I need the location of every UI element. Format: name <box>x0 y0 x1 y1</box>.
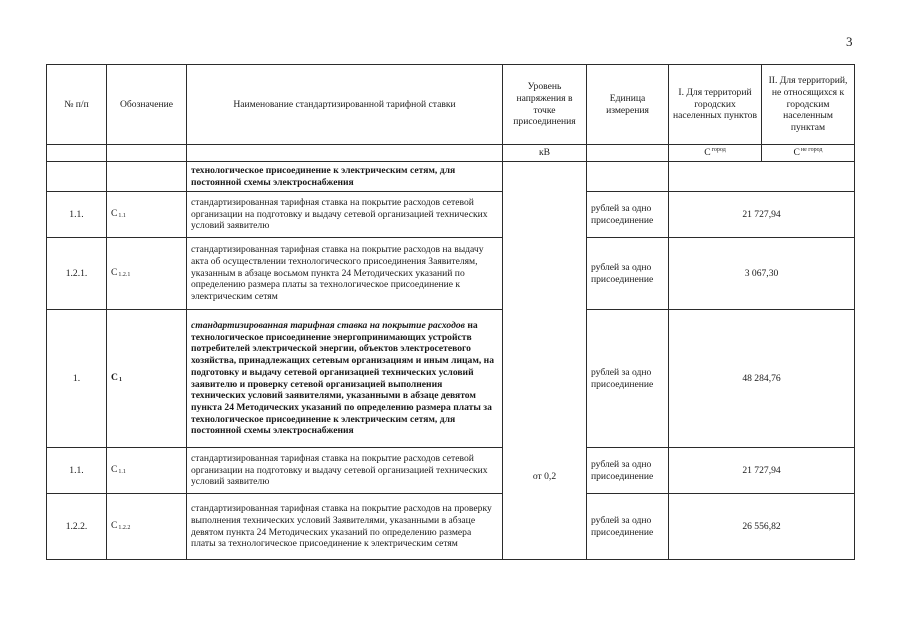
row-num <box>47 162 107 192</box>
header-voltage: Уровень напряжения в точке присоединения <box>503 65 587 145</box>
row-value: 3 067,30 <box>669 238 855 310</box>
row-code-base: C <box>111 464 118 476</box>
row-code-base: C <box>111 267 118 279</box>
row-unit: рублей за одно присоединение <box>587 192 669 238</box>
subheader-empty-code <box>107 145 187 162</box>
header-num: № п/п <box>47 65 107 145</box>
row-code <box>107 494 187 560</box>
tariff-table <box>46 64 855 560</box>
row-code-base: C <box>111 208 118 220</box>
row-code <box>107 162 187 192</box>
voltage-cell <box>503 162 587 560</box>
row-unit: рублей за одно присоединение <box>587 238 669 310</box>
row-description: стандартизированная тарифная ставка на покрытие расходов сетевой организации на подготовку и выдачу сетевой организацией технических условий заявителю <box>187 448 503 494</box>
subheader-empty-unit <box>587 145 669 162</box>
row-code-sub: 1.1 <box>118 213 126 220</box>
subheader-empty-num <box>47 145 107 162</box>
row-description-italic: стандартизированная тарифная ставка на покрытие расходов <box>191 319 465 331</box>
row-unit: рублей за одно присоединение <box>587 448 669 494</box>
header-name: Наименование стандартизированной тарифной ставки <box>187 65 503 145</box>
table-header-row <box>47 65 855 145</box>
table-row <box>47 162 855 192</box>
subheader-rural-base: C <box>793 147 800 159</box>
subheader-urban-code <box>669 145 762 162</box>
subheader-empty-name <box>187 145 503 162</box>
header-code: Обозначение <box>107 65 187 145</box>
row-unit <box>587 162 669 192</box>
voltage-value: от 0,2 <box>532 470 557 482</box>
row-num: 1.2.2. <box>47 494 107 560</box>
subheader-urban-sup: город <box>711 147 726 154</box>
table-row <box>47 448 855 494</box>
row-code <box>107 310 187 448</box>
page-number: 3 <box>846 34 853 49</box>
subheader-voltage-unit: кВ <box>503 145 587 162</box>
row-code-base: C <box>111 520 118 532</box>
row-num: 1.2.1. <box>47 238 107 310</box>
row-description: технологическое присоединение к электрическим сетям, для постоянной схемы электроснабжения <box>187 162 503 192</box>
row-code <box>107 238 187 310</box>
row-num: 1.1. <box>47 192 107 238</box>
row-value: 48 284,76 <box>669 310 855 448</box>
table-row <box>47 192 855 238</box>
row-num: 1. <box>47 310 107 448</box>
row-description: стандартизированная тарифная ставка на покрытие расходов сетевой организации на подготовку и выдачу сетевой организацией технических условий заявителю <box>187 192 503 238</box>
header-urban: I. Для территорий городских населенных пунктов <box>669 65 762 145</box>
row-description-rest: на технологическое присоединение энергопринимающих устройств потребителей электрической энергии, объектов электросетевого хозяйства, принадлежащих сетевым организациям и иным лицам, на подготовку и выдачу сетевой организацией технических условий заявителю и проверку сетевой организацией выполнения технических условий заявителями, указанными в абзаце девятом пункта 24 Методических указаний по определению размера платы за технологическое присоединение к электрическим сетям, для постоянной схемы электроснабжения <box>191 319 495 437</box>
row-value: 26 556,82 <box>669 494 855 560</box>
row-description: стандартизированная тарифная ставка на покрытие расходов на выдачу акта об осуществлении технологического присоединения Заявителям, указанным в абзаце восьмом пункта 24 Методических указаний по определению размера платы за технологическое присоединение к электрическим сетям <box>187 238 503 310</box>
subheader-rural-sup: не город <box>800 147 823 154</box>
row-description <box>187 310 503 448</box>
header-rural: II. Для территорий, не относящихся к городским населенным пунктам <box>762 65 855 145</box>
row-unit: рублей за одно присоединение <box>587 494 669 560</box>
header-unit: Единица измерения <box>587 65 669 145</box>
table-row <box>47 494 855 560</box>
row-code-sub: 1.2.2 <box>118 525 131 532</box>
table-row <box>47 238 855 310</box>
row-code-sub: 1 <box>118 377 122 384</box>
row-code-base: C <box>111 372 118 384</box>
row-value: 21 727,94 <box>669 192 855 238</box>
subheader-rural-code <box>762 145 855 162</box>
table-row <box>47 310 855 448</box>
row-unit: рублей за одно присоединение <box>587 310 669 448</box>
row-code-sub: 1.1 <box>118 469 126 476</box>
table-subheader-row <box>47 145 855 162</box>
row-code <box>107 192 187 238</box>
row-code <box>107 448 187 494</box>
subheader-urban-base: C <box>704 147 711 159</box>
row-value: 21 727,94 <box>669 448 855 494</box>
row-description: стандартизированная тарифная ставка на покрытие расходов на проверку выполнения технических условий Заявителями, указанными в абзаце девятом пункта 24 Методических указаний по определению размера платы за технологическое присоединение к электрическим сетям <box>187 494 503 560</box>
row-num: 1.1. <box>47 448 107 494</box>
row-value <box>669 162 855 192</box>
row-code-sub: 1.2.1 <box>118 272 131 279</box>
